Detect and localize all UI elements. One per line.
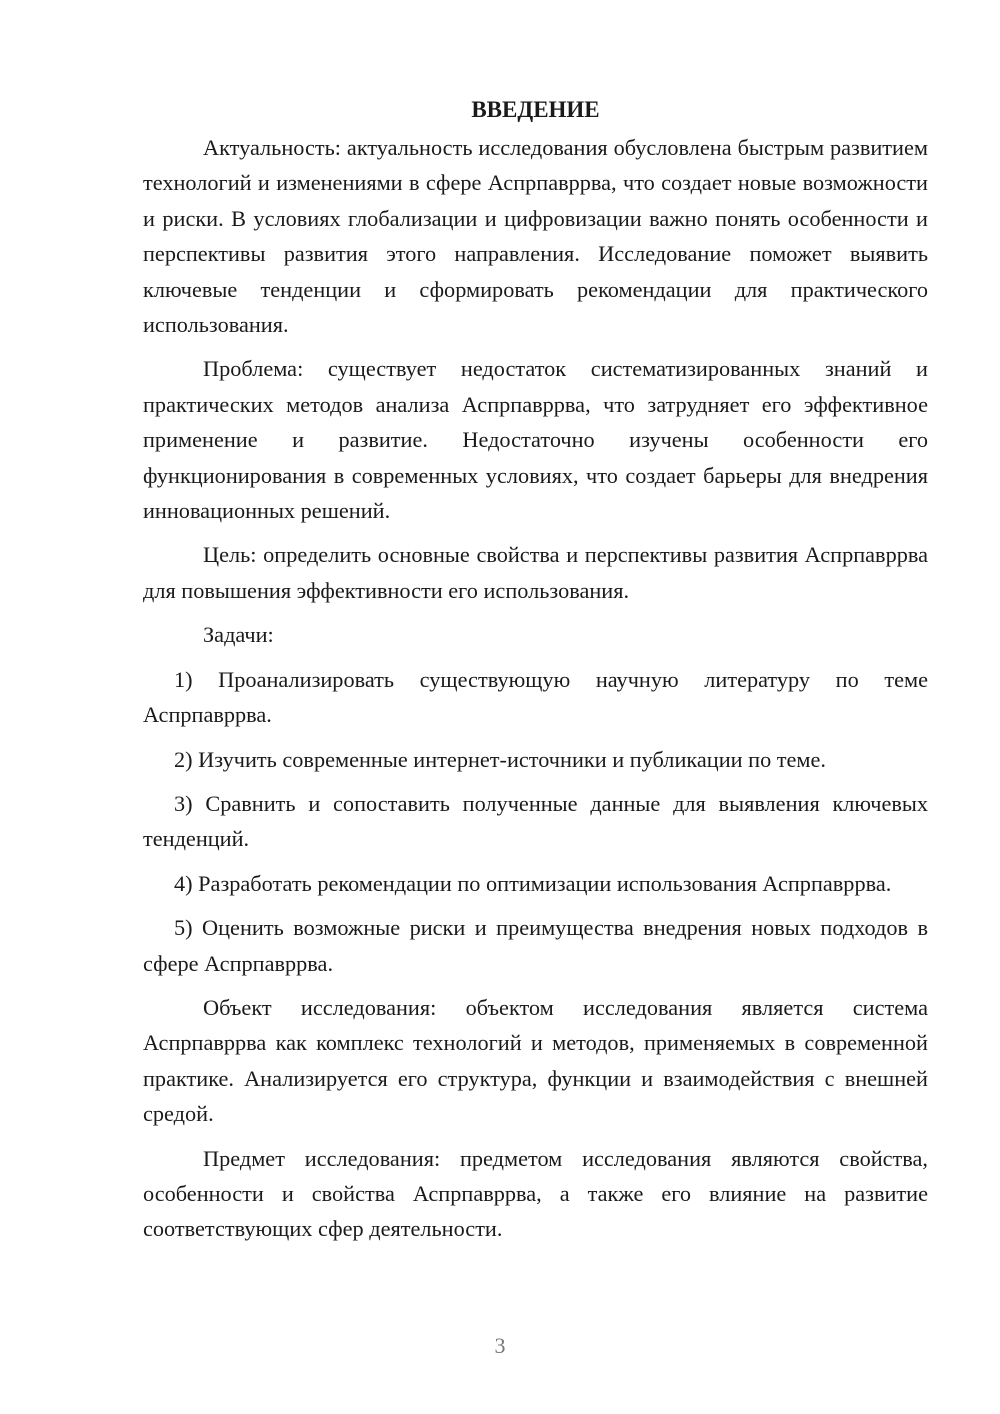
- tasks-heading: Задачи:: [203, 622, 274, 648]
- task-item-5: 5) Оценить возможные риски и преимущества внедрения новых подходов в сфере Аспрпавррва.: [143, 915, 928, 976]
- section-title: ВВЕДЕНИЕ: [471, 97, 600, 122]
- paragraph-problem: Проблема: существует недостаток систематизированных знаний и практических методов анализа Аспрпавррва, что затрудняет его эффективное применение и развитие. Недостаточно изучены особенности его функционирования в современных условиях, что создает барьеры для внедрения инновационных решений.: [143, 356, 928, 524]
- task-item-1: 1) Проанализировать существующую научную литературу по теме Аспрпавррва.: [143, 666, 928, 728]
- task-item-4: 4) Разработать рекомендации по оптимизации использования Аспрпавррва.: [174, 870, 892, 896]
- paragraph-subject: Предмет исследования: предметом исследования являются свойства, особенности и свойства Аспрпавррва, а также его влияние на развитие соответствующих сфер деятельности.: [143, 1145, 928, 1242]
- task-item-3: 3) Сравнить и сопоставить полученные данные для выявления ключевых тенденций.: [143, 790, 928, 852]
- paragraph-relevance: Актуальность: актуальность исследования обусловлена быстрым развитием технологий и изменениями в сфере Аспрпавррва, что создает новые возможности и риски. В условиях глобализации и цифровизации важно понять особенности и перспективы развития этого направления. Исследование поможет выявить ключевые тенденции и сформировать рекомендации для практического использования.: [143, 135, 928, 338]
- page-number: 3: [494, 1333, 506, 1358]
- paragraph-object: Объект исследования: объектом исследования является система Аспрпавррва как комплекс технологий и методов, применяемых в современной практике. Анализируется его структура, функции и взаимодействия с внешней средой.: [143, 994, 928, 1127]
- document-page: [143, 92, 928, 1256]
- paragraph-goal: Цель: определить основные свойства и перспективы развития Аспрпавррва для повышения эффективности его использования.: [143, 542, 928, 603]
- task-item-2: 2) Изучить современные интернет-источники и публикации по теме.: [174, 746, 827, 772]
